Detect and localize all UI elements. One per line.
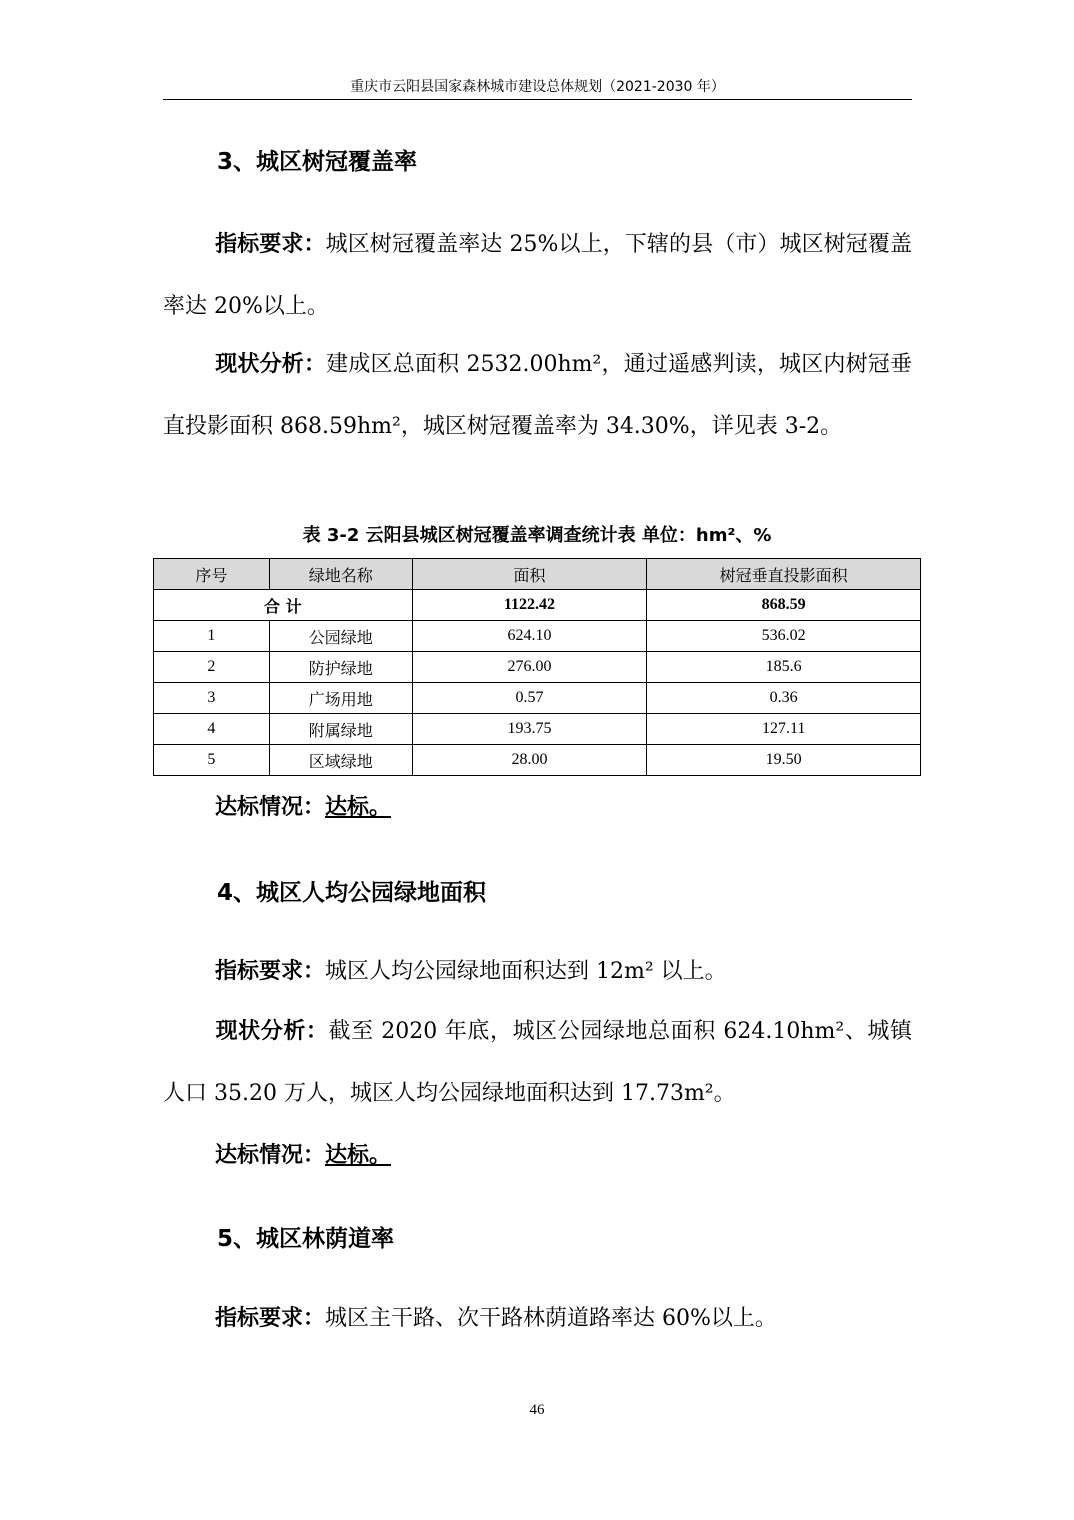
- requirement-text: 城区树冠覆盖率达 25%以上，下辖的县（市）城区树冠覆盖率达 20%以上。: [163, 232, 912, 319]
- table-row: [154, 652, 921, 683]
- row-no: 3: [154, 683, 270, 714]
- row-canopy: 185.6: [647, 652, 921, 683]
- row-canopy: 536.02: [647, 621, 921, 652]
- status-value: 达标。: [325, 1143, 392, 1168]
- row-no: 1: [154, 621, 270, 652]
- header-no: 序号: [154, 559, 270, 590]
- table-caption: 表 3-2 云阳县城区树冠覆盖率调查统计表 单位：hm²、%: [302, 525, 772, 546]
- requirement-text: 城区人均公园绿地面积达到 12m² 以上。: [325, 959, 727, 984]
- analysis-label: 现状分析：: [215, 1019, 329, 1044]
- requirement-label: 指标要求：: [215, 232, 326, 257]
- total-label: 合 计: [154, 590, 413, 621]
- section-5-heading: 5、城区林荫道率: [217, 1226, 395, 1252]
- table-total-row: [154, 590, 921, 621]
- total-area: 1122.42: [412, 590, 647, 621]
- row-name: 附属绿地: [269, 714, 412, 745]
- row-canopy: 127.11: [647, 714, 921, 745]
- status-label: 达标情况：: [215, 1143, 326, 1168]
- page-number: 46: [529, 1402, 545, 1418]
- table-row: [154, 621, 921, 652]
- row-no: 4: [154, 714, 270, 745]
- row-area: 624.10: [412, 621, 647, 652]
- status-label: 达标情况：: [215, 795, 326, 820]
- requirement-label: 指标要求：: [215, 1306, 326, 1331]
- section-4-analysis: [163, 1001, 912, 1125]
- row-area: 276.00: [412, 652, 647, 683]
- header-area: 面积: [412, 559, 647, 590]
- section-3-status: [215, 790, 391, 821]
- status-value: 达标。: [325, 795, 392, 820]
- row-name: 公园绿地: [269, 621, 412, 652]
- section-3-analysis: [163, 334, 912, 458]
- requirement-text: 城区主干路、次干路林荫道路率达 60%以上。: [325, 1306, 777, 1331]
- row-canopy: 19.50: [647, 745, 921, 776]
- row-canopy: 0.36: [647, 683, 921, 714]
- analysis-text: 截至 2020 年底，城区公园绿地总面积 624.10hm²、城镇人口 35.20 万人，城区人均公园绿地面积达到 17.73m²。: [163, 1019, 912, 1106]
- section-4-status: [215, 1138, 391, 1169]
- section-4-requirement: [163, 941, 912, 1003]
- row-no: 2: [154, 652, 270, 683]
- section-3-heading: 3、城区树冠覆盖率: [217, 149, 418, 175]
- section-3-requirement: [163, 214, 912, 338]
- row-no: 5: [154, 745, 270, 776]
- running-header: 重庆市云阳县国家森林城市建设总体规划（2021-2030 年）: [350, 79, 725, 95]
- table-row: [154, 745, 921, 776]
- header-rule: [163, 99, 912, 100]
- row-name: 广场用地: [269, 683, 412, 714]
- canopy-table: [153, 558, 921, 776]
- row-name: 防护绿地: [269, 652, 412, 683]
- section-5-requirement: [163, 1288, 912, 1350]
- total-canopy: 868.59: [647, 590, 921, 621]
- analysis-label: 现状分析：: [215, 352, 327, 377]
- row-area: 0.57: [412, 683, 647, 714]
- header-name: 绿地名称: [269, 559, 412, 590]
- header-canopy: 树冠垂直投影面积: [647, 559, 921, 590]
- row-area: 28.00: [412, 745, 647, 776]
- analysis-text: 建成区总面积 2532.00hm²，通过遥感判读，城区内树冠垂直投影面积 868.59hm²，城区树冠覆盖率为 34.30%，详见表 3-2。: [163, 352, 912, 439]
- row-name: 区域绿地: [269, 745, 412, 776]
- table-header-row: [154, 559, 921, 590]
- row-area: 193.75: [412, 714, 647, 745]
- section-4-heading: 4、城区人均公园绿地面积: [217, 880, 487, 906]
- table-row: [154, 683, 921, 714]
- requirement-label: 指标要求：: [215, 959, 326, 984]
- table-row: [154, 714, 921, 745]
